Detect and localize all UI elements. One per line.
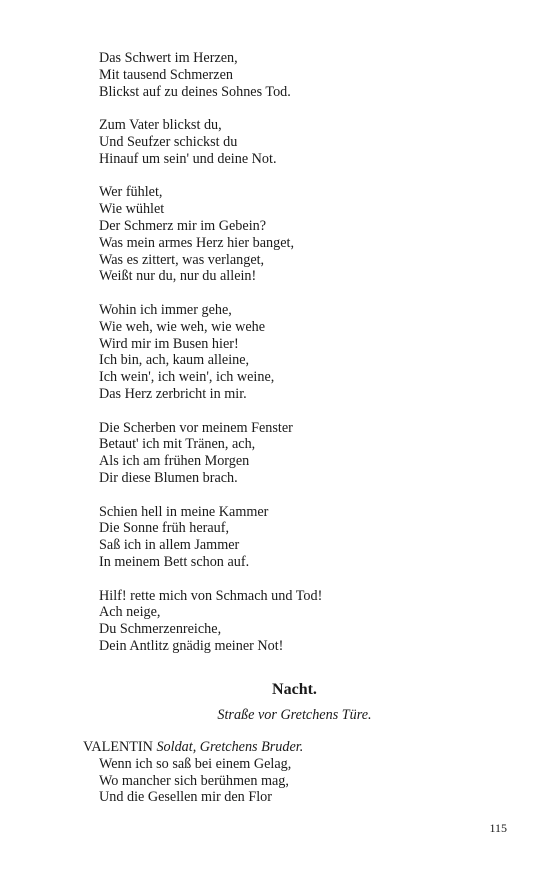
verse-line: Ach neige, — [99, 604, 161, 621]
verse-line: Als ich am frühen Morgen — [99, 453, 250, 470]
scene-setting: Straße vor Gretchens Türe. — [217, 707, 372, 723]
speaker-heading — [83, 739, 303, 756]
verse-line: Ich wein', ich wein', ich weine, — [99, 369, 275, 386]
scene-title: Nacht. — [272, 681, 317, 698]
verse-line: Der Schmerz mir im Gebein? — [99, 217, 267, 234]
stanza — [99, 184, 322, 285]
verse-line: Ich bin, ach, kaum alleine, — [99, 352, 250, 369]
verse-line: Das Herz zerbricht in mir. — [99, 385, 247, 402]
verse-line: Wird mir im Busen hier! — [99, 335, 239, 352]
stanza — [99, 420, 322, 487]
stanza — [99, 117, 322, 167]
verse-line: In meinem Bett schon auf. — [99, 553, 250, 570]
verse-line: Wie weh, wie weh, wie wehe — [99, 318, 266, 335]
stage-direction: Soldat, Gretchens Bruder. — [156, 739, 304, 755]
verse-line: Saß ich in allem Jammer — [99, 537, 240, 554]
verse-line: Dein Antlitz gnädig meiner Not! — [99, 637, 284, 654]
stanza — [99, 302, 322, 403]
verse-line: Dir diese Blumen brach. — [99, 469, 238, 486]
verse-line: Die Sonne früh herauf, — [99, 520, 230, 537]
verse-line: Und Seufzer schickst du — [99, 133, 238, 150]
verse-line: Zum Vater blickst du, — [99, 117, 222, 134]
speech-lines — [83, 756, 303, 806]
speech-line: Und die Gesellen mir den Flor — [99, 789, 272, 806]
verse-line: Hinauf um sein' und deine Not. — [99, 150, 277, 167]
verse-line: Schien hell in meine Kammer — [99, 503, 269, 520]
verse-line: Wie wühlet — [99, 201, 165, 218]
verse-line: Das Schwert im Herzen, — [99, 50, 238, 66]
stanza — [99, 50, 322, 100]
stanza — [99, 504, 322, 571]
verse-line: Hilf! rette mich von Schmach und Tod! — [99, 587, 323, 604]
poem-verse — [99, 50, 322, 671]
speech-line: Wo mancher sich berühmen mag, — [99, 772, 289, 789]
speaker-name: VALENTIN — [83, 739, 153, 755]
verse-line: Weißt nur du, nur du allein! — [99, 268, 257, 285]
verse-line: Betaut' ich mit Tränen, ach, — [99, 436, 256, 453]
verse-line: Mit tausend Schmerzen — [99, 66, 233, 83]
stanza — [99, 588, 322, 655]
verse-line: Du Schmerzenreiche, — [99, 621, 222, 638]
verse-line: Die Scherben vor meinem Fenster — [99, 419, 293, 436]
verse-line: Wohin ich immer gehe, — [99, 301, 232, 318]
page-number: 115 — [489, 821, 507, 835]
speech-line: Wenn ich so saß bei einem Gelag, — [99, 755, 292, 772]
verse-line: Was es zittert, was verlanget, — [99, 251, 265, 268]
verse-line: Blickst auf zu deines Sohnes Tod. — [99, 83, 291, 100]
speech-block — [83, 739, 303, 806]
verse-line: Wer fühlet, — [99, 184, 163, 201]
verse-line: Was mein armes Herz hier banget, — [99, 234, 295, 251]
